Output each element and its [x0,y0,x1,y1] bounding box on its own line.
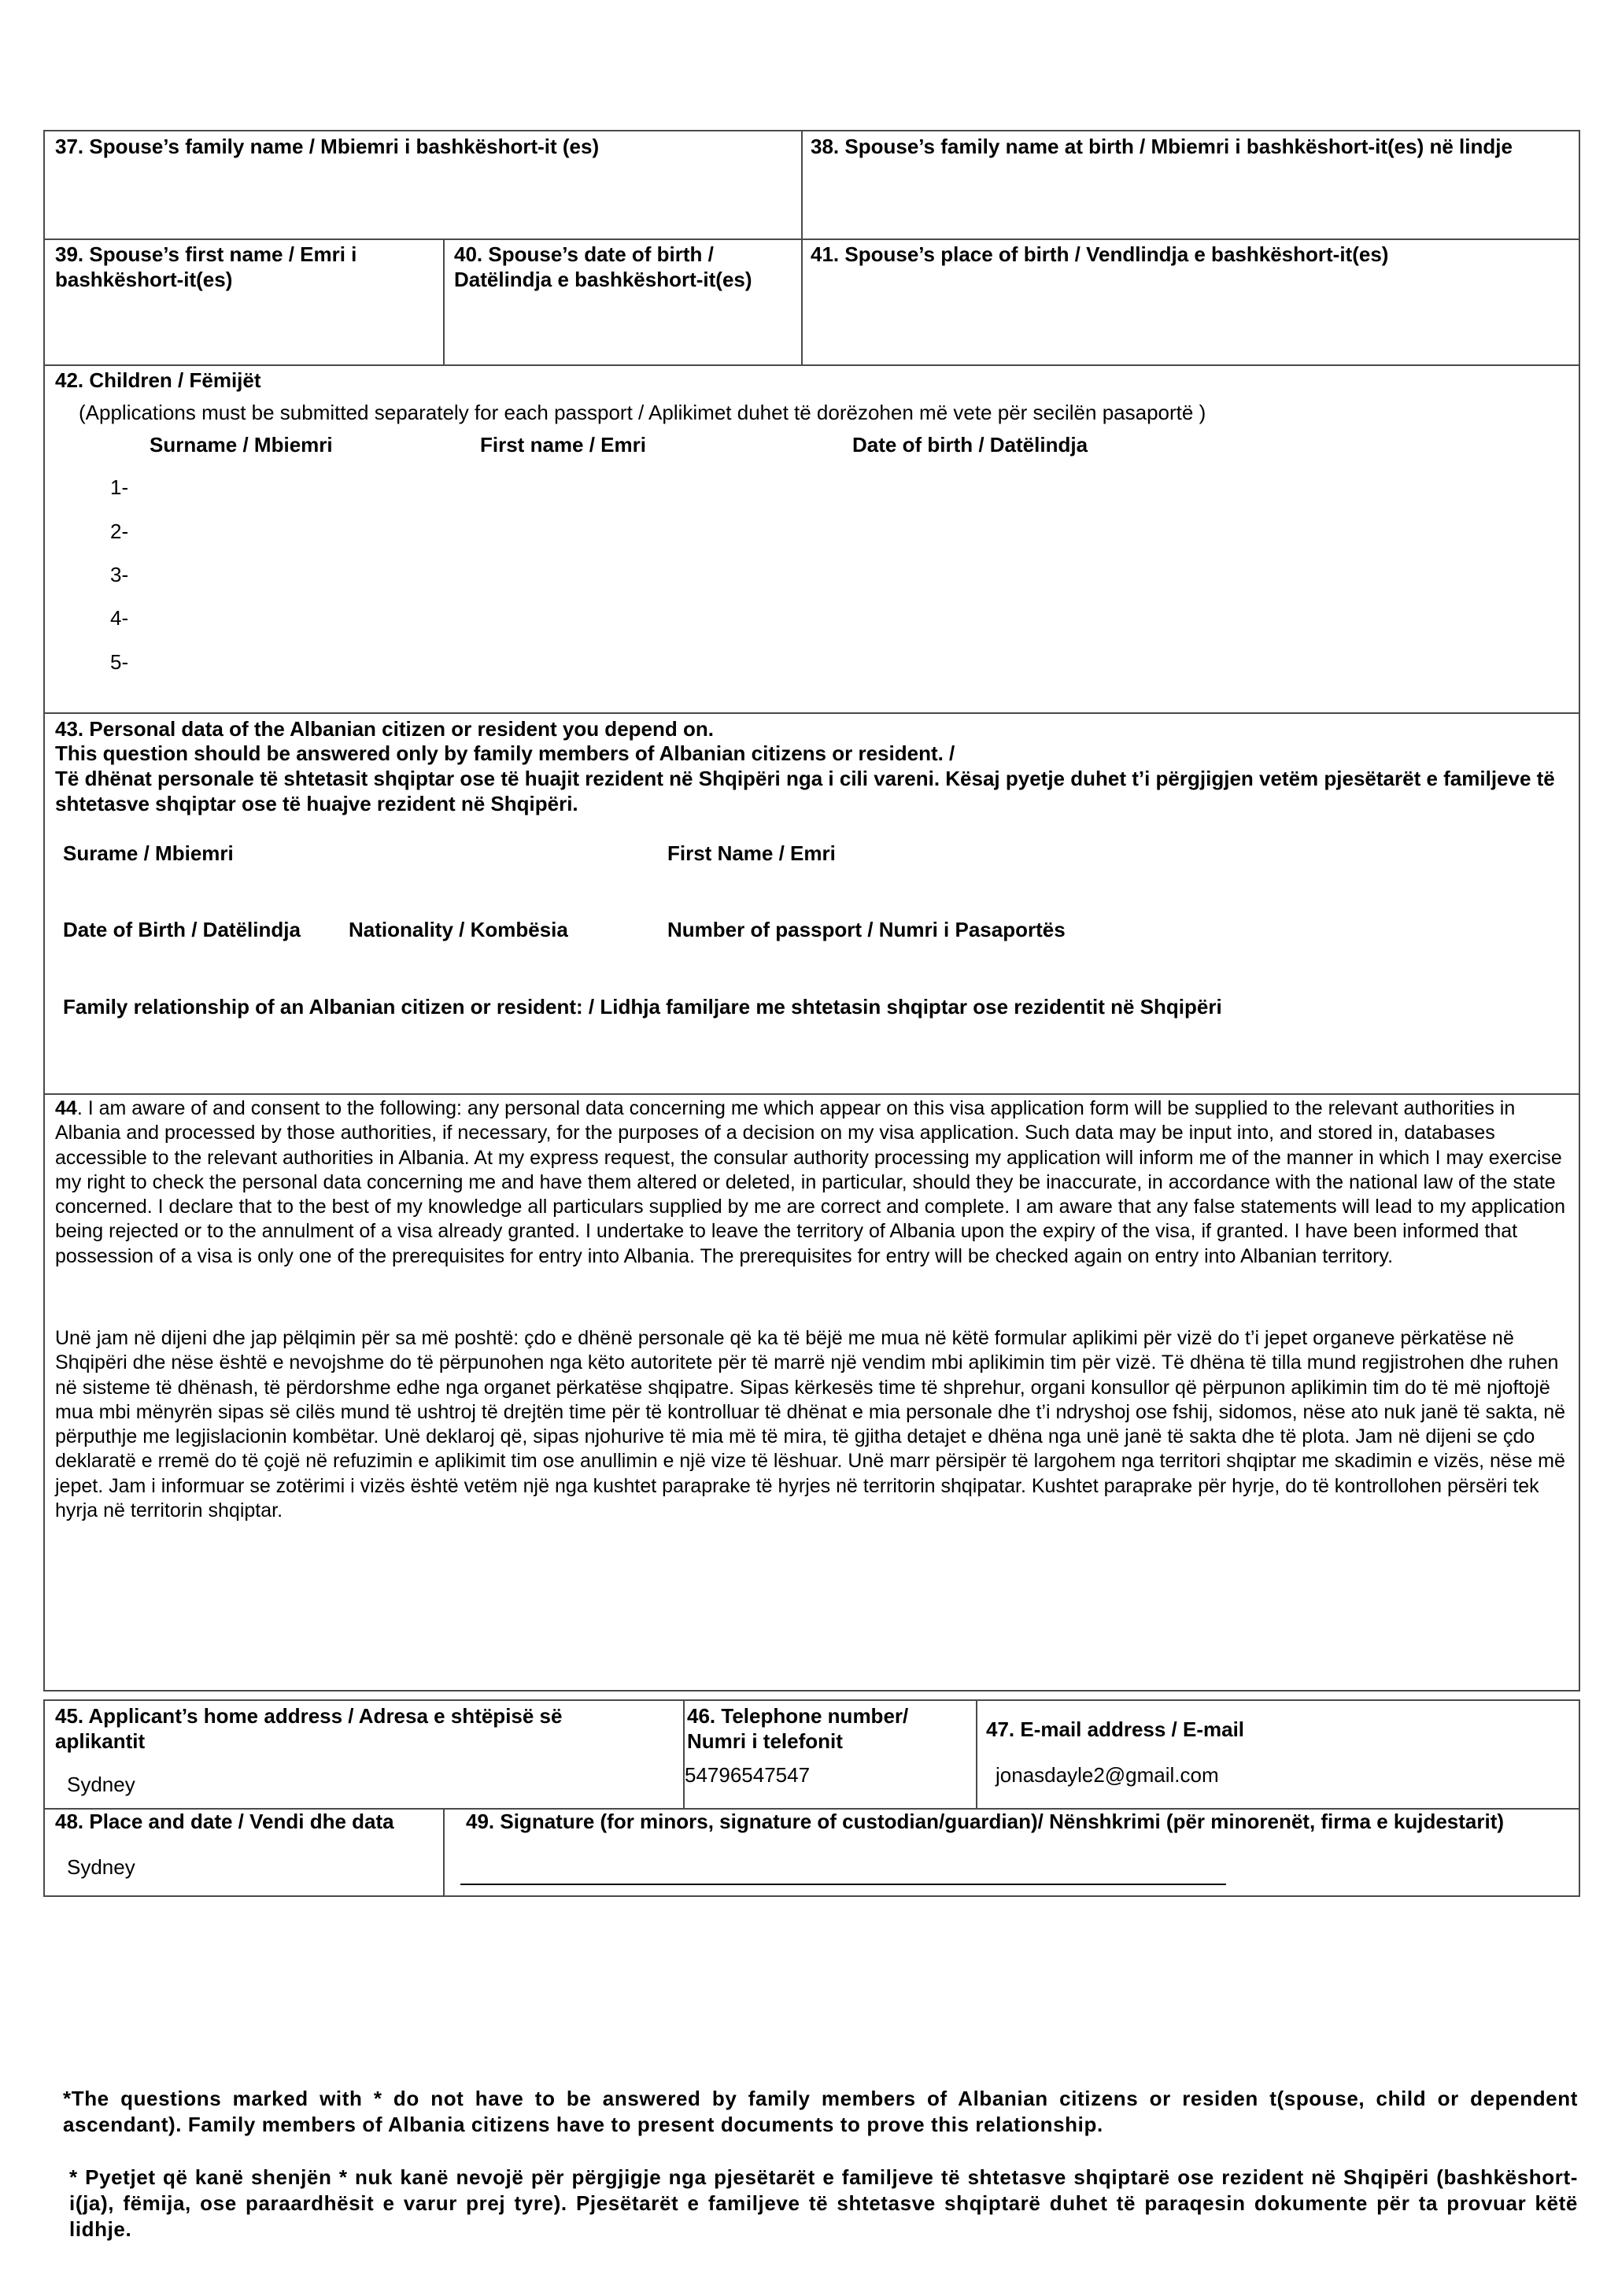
dependent-relationship-label[interactable]: Family relationship of an Albanian citizen or resident: / Lidhja familjare me shtetasin shqiptar ose rezidentit në Shqipëri [63,995,1222,1019]
consent-albanian: Unë jam në dijeni dhe jap pëlqimin për sa më poshtë: çdo e dhënë personale që ka të bëjë me mua në këtë formular aplikimi për vizë do t’i jepet organeve përkatëse në Shqipëri dhe nëse është e nevojshme do të përpunohen nga këto autoritete për të marrë një vendim mbi aplikimin tim për vizë. Të dhëna të tilla mund regjistrohen dhe ruhen në sisteme të dhënash, të përdorshme edhe nga organet përkatëse shqipatre. Sipas kërkesës time të shprehur, organi konsullor që përpunon aplikimin tim do të më njoftojë mua mbi mënyrën sipas së cilës mund të ushtroj të drejtën time për të kontrolluar të dhënat e mia personale dhe t’i ndryshoj ose fshij, sidomos, nëse ato nuk janë të sakta, në përputhje me legjislacionin kombëtar. Unë deklaroj që, sipas njohurive të mia më të mira, të gjitha detajet e dhëna nga unë janë të sakta dhe të plota. Jam në dijeni se çdo deklaratë e rremë do të çojë në refuzimin e aplikimit tim ose anullimin e një vize të lëshuar. Unë marr përsipër të largohem nga territori shqiptar me skadimin e vizës, nëse më jepet. Jam i informuar se zotërimi i vizës është vetëm një nga kushtet paraprake të hyrjes në territorin shqipatar. Kushtet paraprake për hyrje, do të kontrollohen përsëri tek hyrja në territorin shqiptar. [55,1327,1566,1522]
label-42: 42. Children / Fëmijët [55,368,261,392]
place-date-value[interactable]: Sydney [67,1855,135,1879]
children-col-dob: Date of birth / Datëlindja [852,433,1088,457]
child-row-4[interactable]: 4- [110,606,129,630]
dependent-nationality-label[interactable]: Nationality / Kombësia [349,918,568,941]
label-37: 37. Spouse’s family name / Mbiemri i bashkëshort-it (es) [55,135,600,158]
child-row-3[interactable]: 3- [110,563,129,586]
dependent-first-name-label[interactable]: First Name / Emri [667,841,836,865]
field-47-box[interactable] [976,1699,1580,1810]
dependent-surname-label[interactable]: Surame / Mbiemri [63,841,234,865]
email-value[interactable]: jonasdayle2@gmail.com [996,1763,1219,1787]
child-row-2[interactable]: 2- [110,519,129,543]
signature-line[interactable] [460,1884,1226,1885]
consent-english [55,1096,1578,1269]
footnote-english: *The questions marked with * do not have to be answered by family members of Albanian citizens or residen t(spouse, child or dependent ascendant). Family members of Albania citizens have to present documents to prove this relationship. [63,2087,1578,2136]
children-col-first-name: First name / Emri [480,433,646,457]
child-row-5[interactable]: 5- [110,650,129,674]
label-46: 46. Telephone number/ Numri i telefonit [687,1704,909,1753]
children-note: (Applications must be submitted separately for each passport / Aplikimet duhet të dorëzohen më vete për secilën pasaportë ) [79,401,1206,424]
dependent-passport-label[interactable]: Number of passport / Numri i Pasaportës [667,918,1066,941]
label-49: 49. Signature (for minors, signature of custodian/guardian)/ Nënshkrimi (për minorenët, firma e kujdestarit) [466,1810,1505,1833]
label-48: 48. Place and date / Vendi dhe data [55,1810,394,1833]
label-39: 39. Spouse’s first name / Emri i bashkëshort-it(es) [55,242,357,291]
child-row-1[interactable]: 1- [110,475,129,499]
label-40: 40. Spouse’s date of birth / Datëlindja e bashkëshort-it(es) [454,242,752,291]
children-col-surname: Surname / Mbiemri [150,433,333,457]
label-38: 38. Spouse’s family name at birth / Mbiemri i bashkëshort-it(es) në lindje [811,135,1513,158]
label-45: 45. Applicant’s home address / Adresa e shtëpisë së aplikantit [55,1704,563,1753]
dependent-dob-label[interactable]: Date of Birth / Datëlindja [63,918,301,941]
label-43-note: This question should be answered only by family members of Albanian citizens or resident. / [55,741,955,765]
consent-number: 44 [55,1097,77,1119]
home-address-value[interactable]: Sydney [67,1773,135,1796]
consent-english-text: . I am aware of and consent to the following: any personal data concerning me which appear on this visa application form will be supplied to the relevant authorities in Albania and processed by those authorities, if necessary, for the purposes of a decision on my visa application. Such data may be input into, and stored in, databases accessible to the relevant authorities in Albania. At my express request, the consular authority processing my application will inform me of the manner in which I may exercise my right to check the personal data concerning me and have them altered or deleted, in particular, should they be inaccurate, in accordance with the national law of the state concerned. I declare that to the best of my knowledge all particulars supplied by me are correct and complete. I am aware that any false statements will lead to my application being rejected or to the annulment of a visa already granted. I undertake to leave the territory of Albania upon the expiry of the visa, if granted. I have been informed that possession of a visa is only one of the prerequisites for entry into Albania. The prerequisites for entry will be checked again on entry into Albanian territory. [55,1097,1566,1267]
label-43-albanian: Të dhënat personale të shtetasit shqiptar ose të huajit rezident në Shqipëri nga i cili vareni. Kësaj pyetje duhet t’i përgjigjen vetëm pjesëtarët e familjeve të shtetasve shqiptar ose të huajve rezident në Shqipëri. [55,767,1555,815]
label-47: 47. E-mail address / E-mail [986,1717,1245,1741]
label-43-title: 43. Personal data of the Albanian citizen or resident you depend on. [55,717,714,741]
footnote-albanian: * Pyetjet që kanë shenjën * nuk kanë nevojë për përgjigje nga pjesëtarët e familjeve të shtetasve shqiptarë ose rezident në Shqipëri (bashkëshort-i(ja), fëmija, ose paraardhësit e varur prej tyre). Pjesëtarët e familjeve të shtetasve shqiptarë duhet të paraqesin dokumente për ta provuar këtë lidhje. [69,2165,1578,2241]
telephone-value[interactable]: 54796547547 [685,1763,811,1787]
label-41: 41. Spouse’s place of birth / Vendlindja e bashkëshort-it(es) [811,242,1389,266]
